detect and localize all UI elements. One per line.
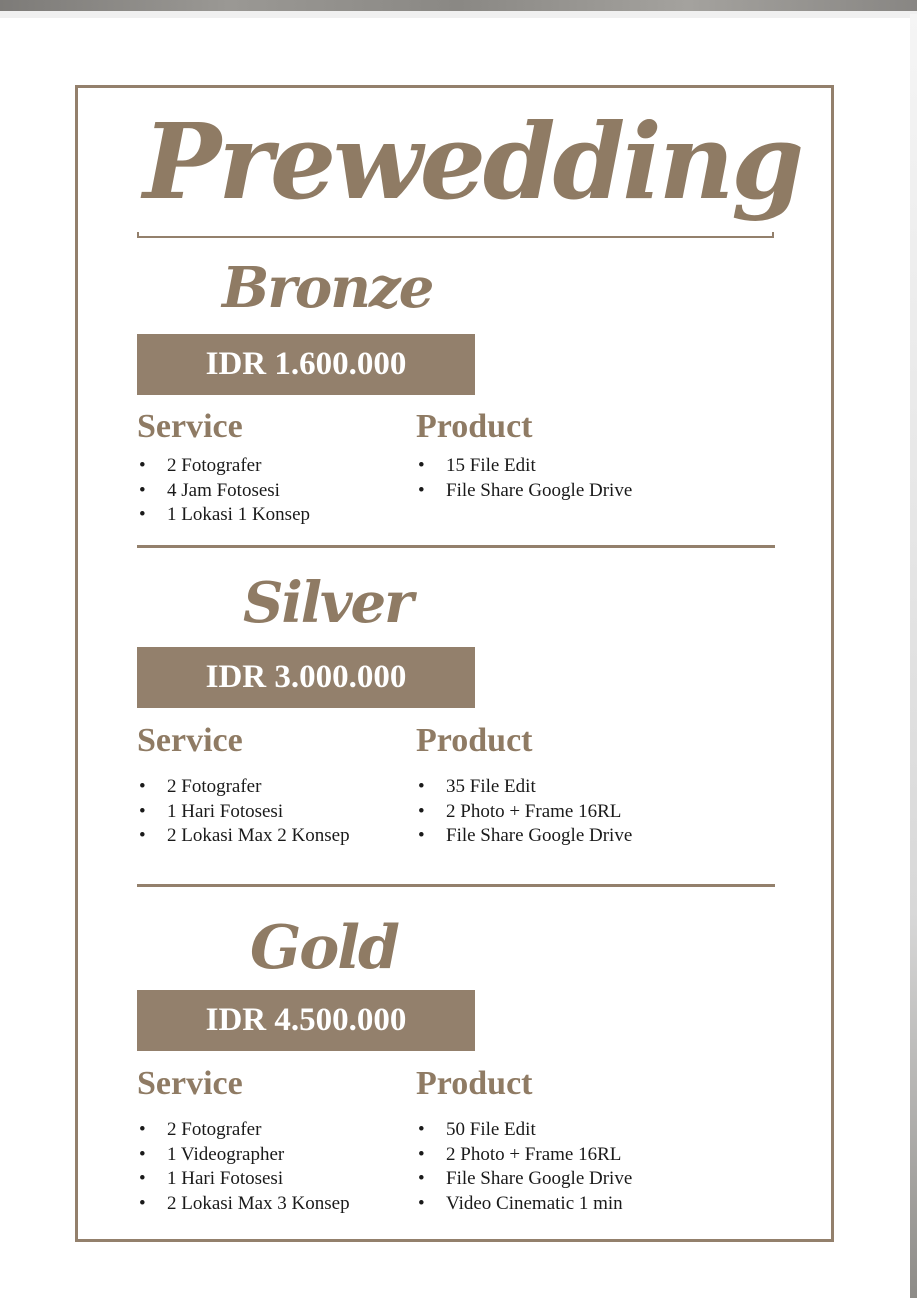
section-divider: [137, 545, 775, 548]
list-item: • 2 Photo + Frame 16RL: [416, 800, 632, 825]
background-photo-strip: [0, 0, 917, 14]
price-badge-silver: IDR 3.000.000: [137, 647, 475, 708]
list-item: • File Share Google Drive: [416, 1167, 632, 1192]
background-photo-edge: [910, 14, 917, 1298]
section-divider: [137, 884, 775, 887]
list-item: • 1 Hari Fotosesi: [137, 1167, 350, 1192]
product-heading-silver: Product: [416, 722, 533, 759]
product-heading-gold: Product: [416, 1065, 533, 1102]
list-item: • 50 File Edit: [416, 1118, 632, 1143]
tier-name-silver: Silver: [243, 570, 412, 636]
list-item: • 1 Videographer: [137, 1143, 350, 1168]
service-list-silver: [137, 775, 350, 849]
tier-name-gold: Gold: [250, 913, 399, 983]
service-heading-bronze: Service: [137, 408, 243, 445]
service-list-gold: [137, 1118, 350, 1216]
page-title: [137, 92, 802, 242]
service-heading-gold: Service: [137, 1065, 243, 1102]
product-list-gold: [416, 1118, 632, 1216]
product-list-bronze: [416, 454, 632, 503]
list-item: • Video Cinematic 1 min: [416, 1192, 632, 1217]
list-item: • 35 File Edit: [416, 775, 632, 800]
page-title-text: Prewedding: [137, 92, 807, 232]
price-badge-gold: IDR 4.500.000: [137, 990, 475, 1051]
price-badge-bronze: IDR 1.600.000: [137, 334, 475, 395]
list-item: • File Share Google Drive: [416, 479, 632, 504]
product-list-silver: [416, 775, 632, 849]
list-item: • 1 Lokasi 1 Konsep: [137, 503, 310, 528]
list-item: • 2 Lokasi Max 2 Konsep: [137, 824, 350, 849]
list-item: • 2 Photo + Frame 16RL: [416, 1143, 632, 1168]
service-heading-silver: Service: [137, 722, 243, 759]
service-list-bronze: [137, 454, 310, 528]
list-item: • 2 Fotografer: [137, 1118, 350, 1143]
list-item: • 4 Jam Fotosesi: [137, 479, 310, 504]
list-item: • File Share Google Drive: [416, 824, 632, 849]
list-item: • 2 Fotografer: [137, 454, 310, 479]
product-heading-bronze: Product: [416, 408, 533, 445]
list-item: • 2 Fotografer: [137, 775, 350, 800]
list-item: • 2 Lokasi Max 3 Konsep: [137, 1192, 350, 1217]
list-item: • 1 Hari Fotosesi: [137, 800, 350, 825]
list-item: • 15 File Edit: [416, 454, 632, 479]
tier-name-bronze: Bronze: [222, 255, 433, 321]
